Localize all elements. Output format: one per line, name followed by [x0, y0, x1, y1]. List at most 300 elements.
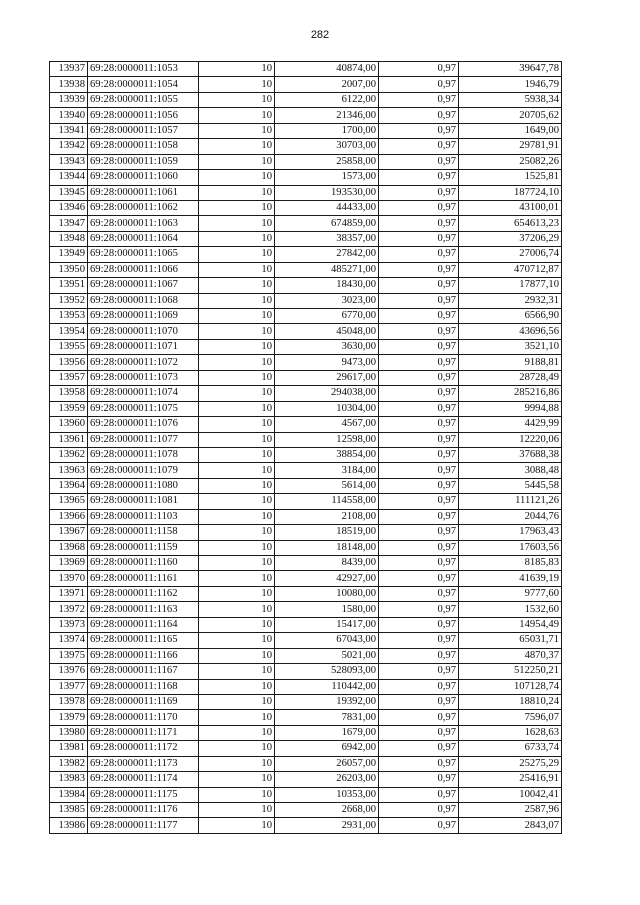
value-cell: 8439,00	[275, 556, 379, 571]
total-cell: 25416,91	[459, 772, 562, 787]
coefficient-cell: 0,97	[379, 154, 459, 169]
value-cell: 1679,00	[275, 725, 379, 740]
cadastral-number-cell: 69:28:0000011:1079	[88, 463, 199, 478]
cadastral-number-cell: 69:28:0000011:1168	[88, 679, 199, 694]
total-cell: 17603,56	[459, 540, 562, 555]
coefficient-cell: 0,97	[379, 432, 459, 447]
table-row	[50, 293, 562, 308]
rate-cell: 10	[199, 92, 275, 107]
value-cell: 9473,00	[275, 355, 379, 370]
value-cell: 12598,00	[275, 432, 379, 447]
value-cell: 1580,00	[275, 602, 379, 617]
total-cell: 17963,43	[459, 525, 562, 540]
cadastral-number-cell: 69:28:0000011:1053	[88, 62, 199, 77]
value-cell: 4567,00	[275, 417, 379, 432]
row-number-cell: 13965	[50, 494, 88, 509]
table-row	[50, 386, 562, 401]
cadastral-number-cell: 69:28:0000011:1058	[88, 139, 199, 154]
row-number-cell: 13974	[50, 633, 88, 648]
total-cell: 12220,06	[459, 432, 562, 447]
cadastral-number-cell: 69:28:0000011:1063	[88, 216, 199, 231]
table-row	[50, 447, 562, 462]
cadastral-number-cell: 69:28:0000011:1174	[88, 772, 199, 787]
table-row	[50, 648, 562, 663]
rate-cell: 10	[199, 725, 275, 740]
total-cell: 37688,38	[459, 447, 562, 462]
rate-cell: 10	[199, 108, 275, 123]
value-cell: 485271,00	[275, 262, 379, 277]
row-number-cell: 13952	[50, 293, 88, 308]
rate-cell: 10	[199, 123, 275, 138]
table-row	[50, 803, 562, 818]
row-number-cell: 13956	[50, 355, 88, 370]
row-number-cell: 13937	[50, 62, 88, 77]
coefficient-cell: 0,97	[379, 803, 459, 818]
table-row	[50, 339, 562, 354]
table-row	[50, 710, 562, 725]
cadastral-number-cell: 69:28:0000011:1062	[88, 200, 199, 215]
rate-cell: 10	[199, 247, 275, 262]
coefficient-cell: 0,97	[379, 77, 459, 92]
rate-cell: 10	[199, 633, 275, 648]
cadastral-number-cell: 69:28:0000011:1071	[88, 339, 199, 354]
coefficient-cell: 0,97	[379, 787, 459, 802]
rate-cell: 10	[199, 509, 275, 524]
total-cell: 654613,23	[459, 216, 562, 231]
coefficient-cell: 0,97	[379, 478, 459, 493]
coefficient-cell: 0,97	[379, 216, 459, 231]
rate-cell: 10	[199, 525, 275, 540]
row-number-cell: 13954	[50, 324, 88, 339]
rate-cell: 10	[199, 756, 275, 771]
coefficient-cell: 0,97	[379, 447, 459, 462]
rate-cell: 10	[199, 432, 275, 447]
row-number-cell: 13961	[50, 432, 88, 447]
rate-cell: 10	[199, 540, 275, 555]
coefficient-cell: 0,97	[379, 556, 459, 571]
table-row	[50, 525, 562, 540]
cadastral-number-cell: 69:28:0000011:1057	[88, 123, 199, 138]
total-cell: 2932,31	[459, 293, 562, 308]
total-cell: 1649,00	[459, 123, 562, 138]
coefficient-cell: 0,97	[379, 725, 459, 740]
coefficient-cell: 0,97	[379, 401, 459, 416]
cadastral-number-cell: 69:28:0000011:1173	[88, 756, 199, 771]
cadastral-number-cell: 69:28:0000011:1165	[88, 633, 199, 648]
rate-cell: 10	[199, 478, 275, 493]
value-cell: 38854,00	[275, 447, 379, 462]
table-row	[50, 370, 562, 385]
table-row	[50, 324, 562, 339]
total-cell: 37206,29	[459, 231, 562, 246]
rate-cell: 10	[199, 309, 275, 324]
table-row	[50, 571, 562, 586]
rate-cell: 10	[199, 818, 275, 833]
value-cell: 5021,00	[275, 648, 379, 663]
row-number-cell: 13976	[50, 664, 88, 679]
cadastral-number-cell: 69:28:0000011:1081	[88, 494, 199, 509]
value-cell: 2108,00	[275, 509, 379, 524]
rate-cell: 10	[199, 293, 275, 308]
coefficient-cell: 0,97	[379, 525, 459, 540]
total-cell: 39647,78	[459, 62, 562, 77]
row-number-cell: 13981	[50, 741, 88, 756]
row-number-cell: 13984	[50, 787, 88, 802]
table-row	[50, 278, 562, 293]
rate-cell: 10	[199, 664, 275, 679]
table-row	[50, 741, 562, 756]
rate-cell: 10	[199, 216, 275, 231]
table-row	[50, 556, 562, 571]
rate-cell: 10	[199, 77, 275, 92]
row-number-cell: 13947	[50, 216, 88, 231]
value-cell: 5614,00	[275, 478, 379, 493]
value-cell: 42927,00	[275, 571, 379, 586]
rate-cell: 10	[199, 386, 275, 401]
table-row	[50, 463, 562, 478]
row-number-cell: 13943	[50, 154, 88, 169]
row-number-cell: 13980	[50, 725, 88, 740]
row-number-cell: 13966	[50, 509, 88, 524]
table-row	[50, 309, 562, 324]
value-cell: 6770,00	[275, 309, 379, 324]
total-cell: 43696,56	[459, 324, 562, 339]
value-cell: 44433,00	[275, 200, 379, 215]
coefficient-cell: 0,97	[379, 602, 459, 617]
value-cell: 2668,00	[275, 803, 379, 818]
rate-cell: 10	[199, 710, 275, 725]
coefficient-cell: 0,97	[379, 540, 459, 555]
table-row	[50, 432, 562, 447]
value-cell: 110442,00	[275, 679, 379, 694]
coefficient-cell: 0,97	[379, 123, 459, 138]
cadastral-number-cell: 69:28:0000011:1172	[88, 741, 199, 756]
row-number-cell: 13950	[50, 262, 88, 277]
rate-cell: 10	[199, 556, 275, 571]
cadastral-number-cell: 69:28:0000011:1162	[88, 586, 199, 601]
row-number-cell: 13969	[50, 556, 88, 571]
cadastral-number-cell: 69:28:0000011:1060	[88, 170, 199, 185]
coefficient-cell: 0,97	[379, 170, 459, 185]
table-row	[50, 725, 562, 740]
coefficient-cell: 0,97	[379, 648, 459, 663]
table-row	[50, 586, 562, 601]
total-cell: 2044,76	[459, 509, 562, 524]
cadastral-number-cell: 69:28:0000011:1068	[88, 293, 199, 308]
rate-cell: 10	[199, 803, 275, 818]
value-cell: 18430,00	[275, 278, 379, 293]
rate-cell: 10	[199, 602, 275, 617]
rate-cell: 10	[199, 447, 275, 462]
coefficient-cell: 0,97	[379, 139, 459, 154]
row-number-cell: 13968	[50, 540, 88, 555]
cadastral-number-cell: 69:28:0000011:1158	[88, 525, 199, 540]
table-row	[50, 154, 562, 169]
total-cell: 107128,74	[459, 679, 562, 694]
row-number-cell: 13986	[50, 818, 88, 833]
cadastral-number-cell: 69:28:0000011:1161	[88, 571, 199, 586]
cadastral-number-cell: 69:28:0000011:1073	[88, 370, 199, 385]
coefficient-cell: 0,97	[379, 756, 459, 771]
cadastral-number-cell: 69:28:0000011:1069	[88, 309, 199, 324]
total-cell: 1628,63	[459, 725, 562, 740]
total-cell: 1532,60	[459, 602, 562, 617]
table-row	[50, 216, 562, 231]
coefficient-cell: 0,97	[379, 417, 459, 432]
cadastral-number-cell: 69:28:0000011:1166	[88, 648, 199, 663]
table-row	[50, 494, 562, 509]
cadastral-number-cell: 69:28:0000011:1056	[88, 108, 199, 123]
rate-cell: 10	[199, 62, 275, 77]
coefficient-cell: 0,97	[379, 818, 459, 833]
coefficient-cell: 0,97	[379, 339, 459, 354]
total-cell: 2587,96	[459, 803, 562, 818]
table-row	[50, 772, 562, 787]
value-cell: 10080,00	[275, 586, 379, 601]
table-row	[50, 633, 562, 648]
row-number-cell: 13949	[50, 247, 88, 262]
value-cell: 1700,00	[275, 123, 379, 138]
value-cell: 19392,00	[275, 694, 379, 709]
rate-cell: 10	[199, 417, 275, 432]
row-number-cell: 13978	[50, 694, 88, 709]
value-cell: 25858,00	[275, 154, 379, 169]
table-row	[50, 92, 562, 107]
coefficient-cell: 0,97	[379, 355, 459, 370]
cadastral-number-cell: 69:28:0000011:1175	[88, 787, 199, 802]
coefficient-cell: 0,97	[379, 571, 459, 586]
coefficient-cell: 0,97	[379, 664, 459, 679]
value-cell: 18148,00	[275, 540, 379, 555]
row-number-cell: 13944	[50, 170, 88, 185]
total-cell: 9188,81	[459, 355, 562, 370]
coefficient-cell: 0,97	[379, 494, 459, 509]
table-row	[50, 540, 562, 555]
value-cell: 18519,00	[275, 525, 379, 540]
total-cell: 43100,01	[459, 200, 562, 215]
row-number-cell: 13945	[50, 185, 88, 200]
total-cell: 6733,74	[459, 741, 562, 756]
row-number-cell: 13946	[50, 200, 88, 215]
row-number-cell: 13967	[50, 525, 88, 540]
value-cell: 6942,00	[275, 741, 379, 756]
cadastral-number-cell: 69:28:0000011:1163	[88, 602, 199, 617]
table-row	[50, 123, 562, 138]
rate-cell: 10	[199, 494, 275, 509]
table-row	[50, 247, 562, 262]
coefficient-cell: 0,97	[379, 247, 459, 262]
row-number-cell: 13958	[50, 386, 88, 401]
value-cell: 3023,00	[275, 293, 379, 308]
total-cell: 6566,90	[459, 309, 562, 324]
value-cell: 2007,00	[275, 77, 379, 92]
row-number-cell: 13970	[50, 571, 88, 586]
value-cell: 1573,00	[275, 170, 379, 185]
coefficient-cell: 0,97	[379, 509, 459, 524]
cadastral-number-cell: 69:28:0000011:1075	[88, 401, 199, 416]
rate-cell: 10	[199, 355, 275, 370]
table-row	[50, 417, 562, 432]
row-number-cell: 13977	[50, 679, 88, 694]
total-cell: 25275,29	[459, 756, 562, 771]
total-cell: 1525,81	[459, 170, 562, 185]
cadastral-number-cell: 69:28:0000011:1176	[88, 803, 199, 818]
cadastral-number-cell: 69:28:0000011:1065	[88, 247, 199, 262]
rate-cell: 10	[199, 200, 275, 215]
table-row	[50, 62, 562, 77]
value-cell: 30703,00	[275, 139, 379, 154]
table-body	[50, 62, 562, 834]
row-number-cell: 13951	[50, 278, 88, 293]
table-row	[50, 139, 562, 154]
coefficient-cell: 0,97	[379, 586, 459, 601]
row-number-cell: 13973	[50, 617, 88, 632]
row-number-cell: 13985	[50, 803, 88, 818]
coefficient-cell: 0,97	[379, 262, 459, 277]
rate-cell: 10	[199, 741, 275, 756]
value-cell: 10353,00	[275, 787, 379, 802]
rate-cell: 10	[199, 324, 275, 339]
total-cell: 2843,07	[459, 818, 562, 833]
coefficient-cell: 0,97	[379, 710, 459, 725]
total-cell: 18810,24	[459, 694, 562, 709]
row-number-cell: 13982	[50, 756, 88, 771]
coefficient-cell: 0,97	[379, 617, 459, 632]
value-cell: 3184,00	[275, 463, 379, 478]
value-cell: 67043,00	[275, 633, 379, 648]
value-cell: 3630,00	[275, 339, 379, 354]
table-row	[50, 787, 562, 802]
value-cell: 528093,00	[275, 664, 379, 679]
cadastral-number-cell: 69:28:0000011:1072	[88, 355, 199, 370]
rate-cell: 10	[199, 586, 275, 601]
cadastral-number-cell: 69:28:0000011:1078	[88, 447, 199, 462]
table-row	[50, 478, 562, 493]
cadastral-number-cell: 69:28:0000011:1066	[88, 262, 199, 277]
total-cell: 3521,10	[459, 339, 562, 354]
total-cell: 3088,48	[459, 463, 562, 478]
coefficient-cell: 0,97	[379, 633, 459, 648]
table-row	[50, 170, 562, 185]
value-cell: 26203,00	[275, 772, 379, 787]
row-number-cell: 13975	[50, 648, 88, 663]
table-row	[50, 756, 562, 771]
cadastral-number-cell: 69:28:0000011:1177	[88, 818, 199, 833]
row-number-cell: 13964	[50, 478, 88, 493]
table-row	[50, 231, 562, 246]
row-number-cell: 13971	[50, 586, 88, 601]
value-cell: 114558,00	[275, 494, 379, 509]
cadastral-number-cell: 69:28:0000011:1077	[88, 432, 199, 447]
row-number-cell: 13959	[50, 401, 88, 416]
coefficient-cell: 0,97	[379, 463, 459, 478]
coefficient-cell: 0,97	[379, 108, 459, 123]
coefficient-cell: 0,97	[379, 92, 459, 107]
total-cell: 41639,19	[459, 571, 562, 586]
coefficient-cell: 0,97	[379, 772, 459, 787]
row-number-cell: 13941	[50, 123, 88, 138]
table-row	[50, 401, 562, 416]
table-row	[50, 602, 562, 617]
total-cell: 25082,26	[459, 154, 562, 169]
value-cell: 38357,00	[275, 231, 379, 246]
row-number-cell: 13972	[50, 602, 88, 617]
table-row	[50, 185, 562, 200]
table-row	[50, 200, 562, 215]
total-cell: 17877,10	[459, 278, 562, 293]
coefficient-cell: 0,97	[379, 370, 459, 385]
total-cell: 7596,07	[459, 710, 562, 725]
value-cell: 2931,00	[275, 818, 379, 833]
table-row	[50, 77, 562, 92]
value-cell: 674859,00	[275, 216, 379, 231]
cadastral-number-cell: 69:28:0000011:1159	[88, 540, 199, 555]
table-row	[50, 262, 562, 277]
table-row	[50, 679, 562, 694]
rate-cell: 10	[199, 231, 275, 246]
total-cell: 470712,87	[459, 262, 562, 277]
rate-cell: 10	[199, 278, 275, 293]
rate-cell: 10	[199, 787, 275, 802]
cadastral-number-cell: 69:28:0000011:1103	[88, 509, 199, 524]
total-cell: 27006,74	[459, 247, 562, 262]
cadastral-number-cell: 69:28:0000011:1059	[88, 154, 199, 169]
coefficient-cell: 0,97	[379, 386, 459, 401]
row-number-cell: 13942	[50, 139, 88, 154]
value-cell: 15417,00	[275, 617, 379, 632]
rate-cell: 10	[199, 463, 275, 478]
total-cell: 28728,49	[459, 370, 562, 385]
table-row	[50, 694, 562, 709]
rate-cell: 10	[199, 679, 275, 694]
rate-cell: 10	[199, 571, 275, 586]
row-number-cell: 13962	[50, 447, 88, 462]
row-number-cell: 13938	[50, 77, 88, 92]
rate-cell: 10	[199, 185, 275, 200]
cadastral-number-cell: 69:28:0000011:1074	[88, 386, 199, 401]
row-number-cell: 13979	[50, 710, 88, 725]
cadastral-number-cell: 69:28:0000011:1070	[88, 324, 199, 339]
coefficient-cell: 0,97	[379, 293, 459, 308]
total-cell: 285216,86	[459, 386, 562, 401]
coefficient-cell: 0,97	[379, 309, 459, 324]
total-cell: 9994,88	[459, 401, 562, 416]
row-number-cell: 13957	[50, 370, 88, 385]
total-cell: 111121,26	[459, 494, 562, 509]
cadastral-number-cell: 69:28:0000011:1061	[88, 185, 199, 200]
page-number: 282	[310, 29, 330, 41]
value-cell: 6122,00	[275, 92, 379, 107]
total-cell: 187724,10	[459, 185, 562, 200]
value-cell: 27842,00	[275, 247, 379, 262]
rate-cell: 10	[199, 139, 275, 154]
row-number-cell: 13940	[50, 108, 88, 123]
total-cell: 20705,62	[459, 108, 562, 123]
rate-cell: 10	[199, 262, 275, 277]
cadastral-number-cell: 69:28:0000011:1080	[88, 478, 199, 493]
value-cell: 10304,00	[275, 401, 379, 416]
coefficient-cell: 0,97	[379, 185, 459, 200]
cadastral-number-cell: 69:28:0000011:1171	[88, 725, 199, 740]
row-number-cell: 13960	[50, 417, 88, 432]
cadastral-number-cell: 69:28:0000011:1055	[88, 92, 199, 107]
value-cell: 7831,00	[275, 710, 379, 725]
coefficient-cell: 0,97	[379, 741, 459, 756]
value-cell: 294038,00	[275, 386, 379, 401]
cadastral-number-cell: 69:28:0000011:1160	[88, 556, 199, 571]
rate-cell: 10	[199, 401, 275, 416]
cadastral-number-cell: 69:28:0000011:1169	[88, 694, 199, 709]
